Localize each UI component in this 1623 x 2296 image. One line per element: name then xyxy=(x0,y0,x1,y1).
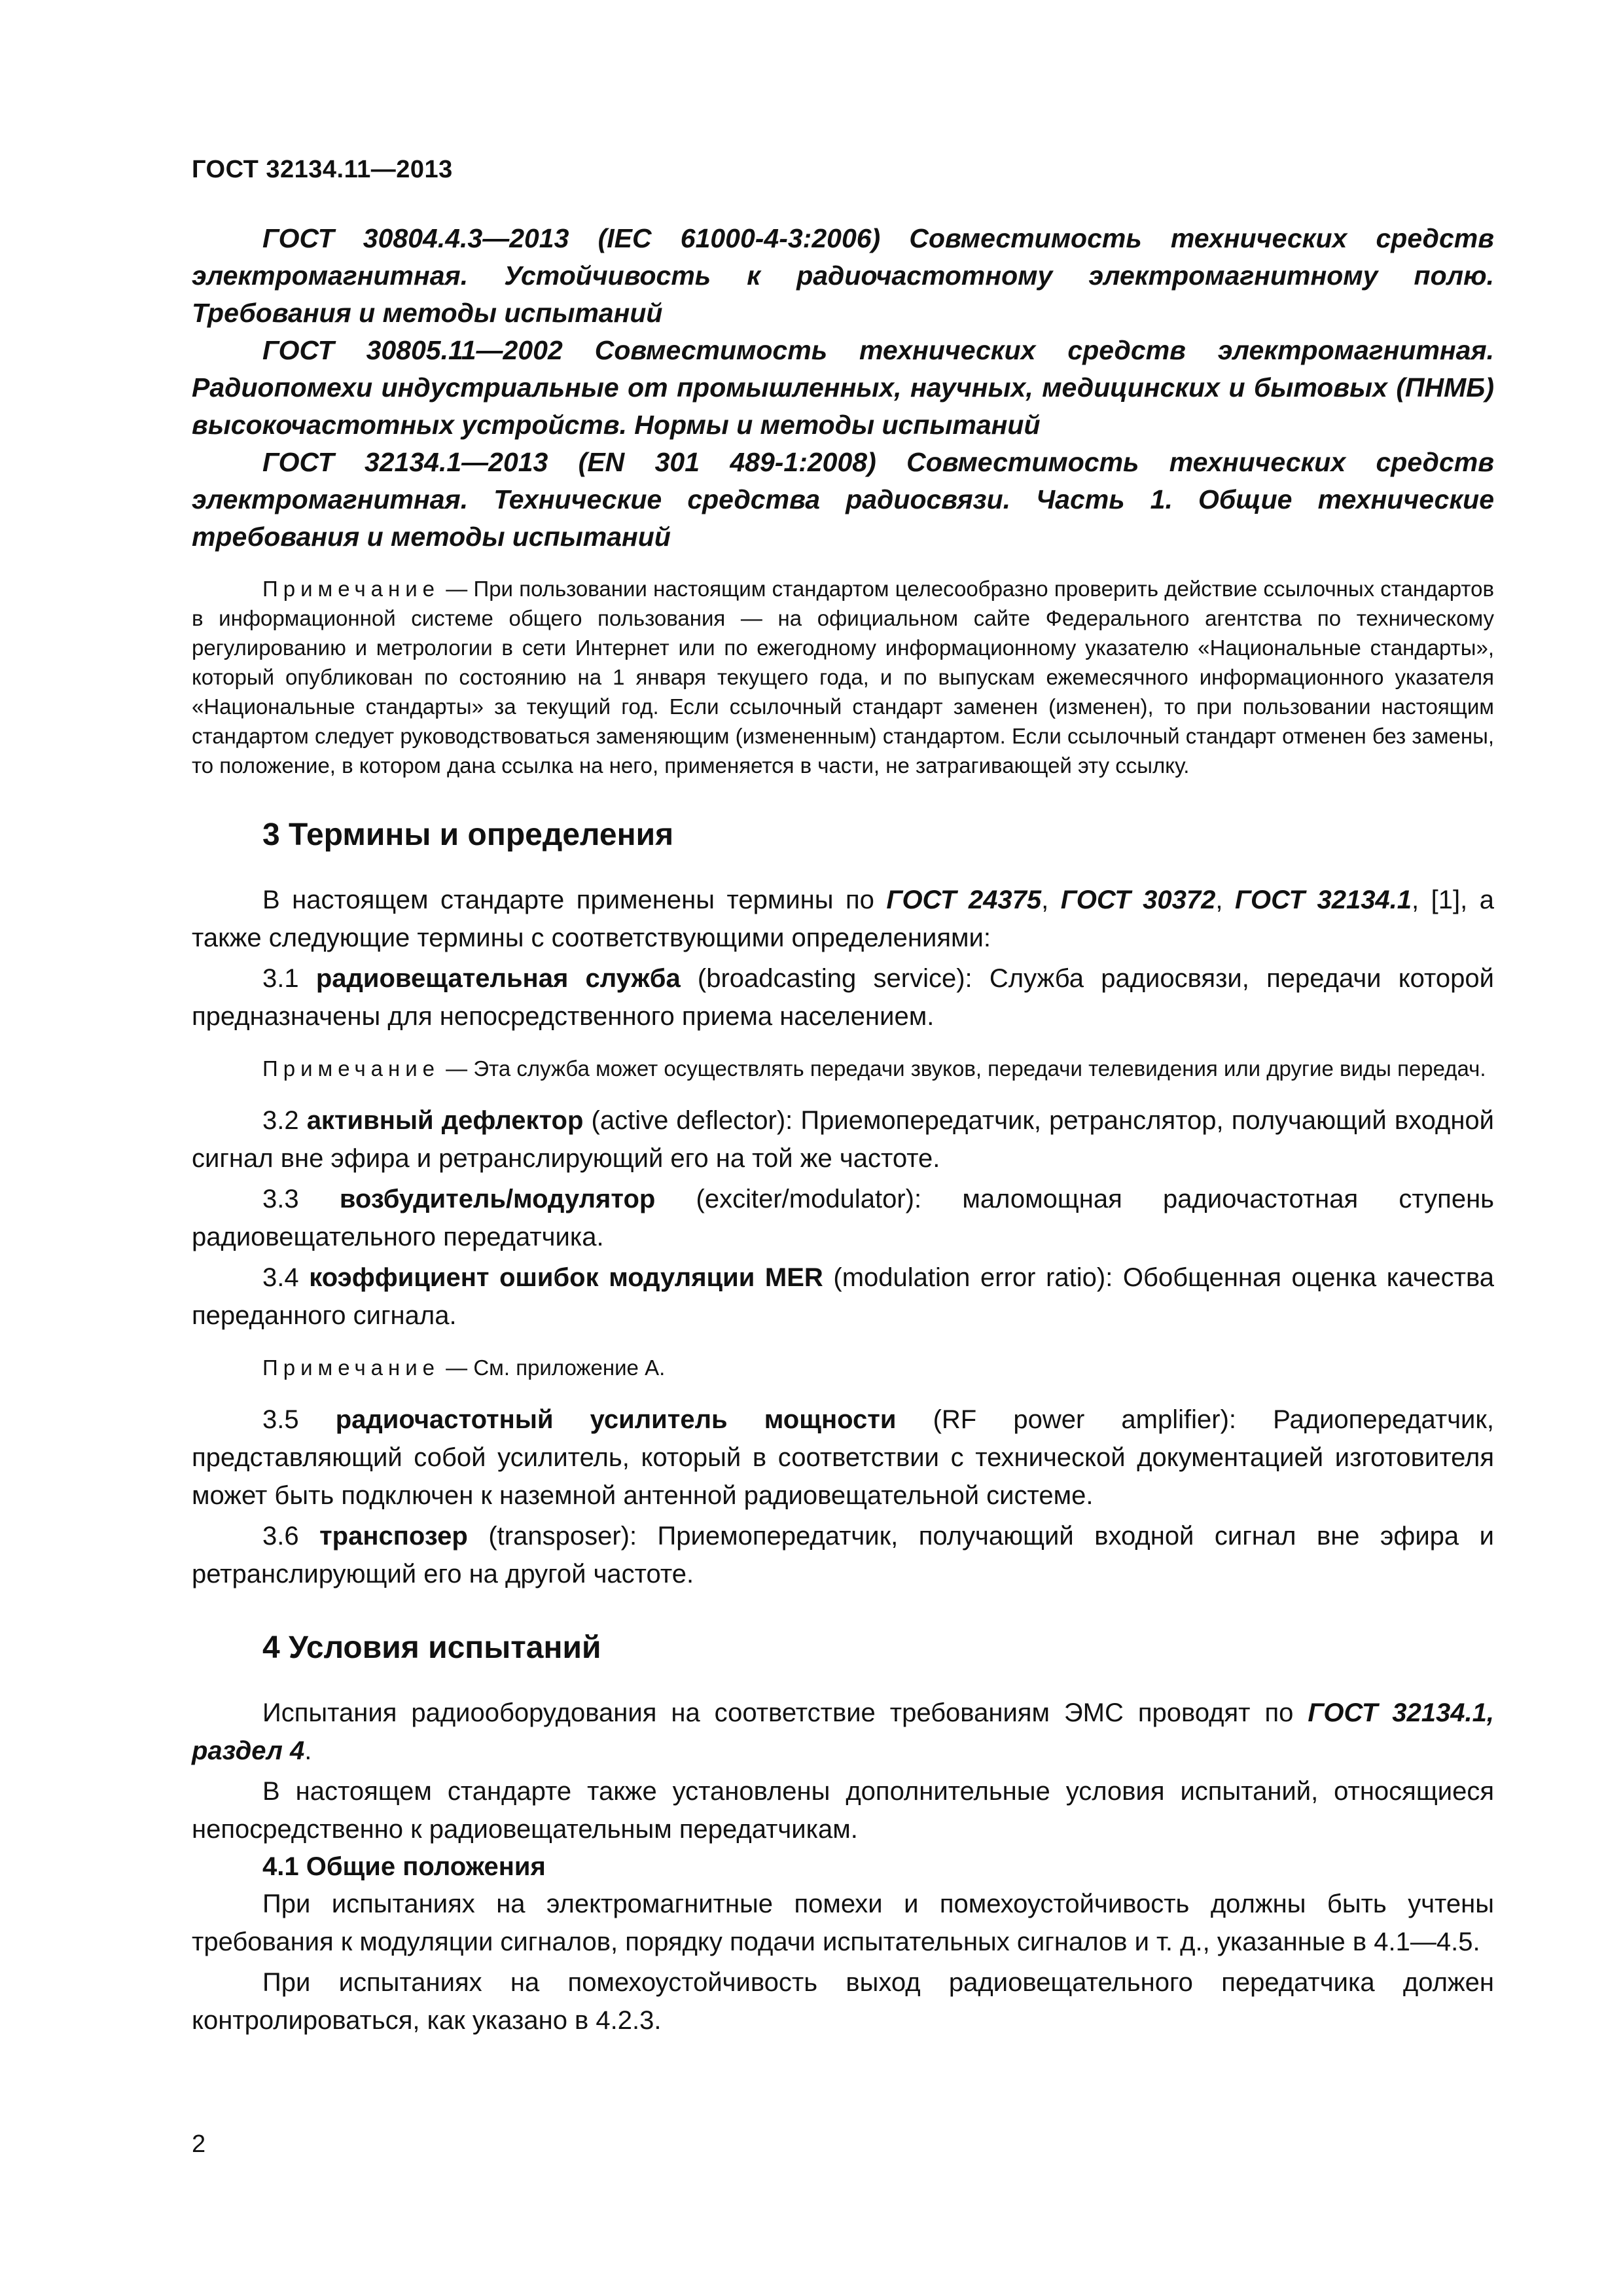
term-name: транспозер xyxy=(319,1522,468,1551)
section-4-1-paragraph-2: При испытаниях на помехоустойчивость выход радиовещательного передатчика должен контролироваться, как указано в 4.2.3. xyxy=(192,1968,1494,2035)
term-name: радиочастотный усилитель мощности xyxy=(335,1405,897,1434)
term-name: коэффициент ошибок модуляции MER xyxy=(309,1263,823,1292)
note-term-3-4: Примечание — См. приложение А. xyxy=(262,1355,666,1380)
term-3-1: 3.1 радиовещательная служба (broadcasting service): Служба радиосвязи, передачи которой предназначены для непосредственного приема населением. xyxy=(192,964,1495,1031)
subsection-4-1-heading: 4.1 Общие положения xyxy=(262,1852,546,1881)
document-header: ГОСТ 32134.11—2013 xyxy=(192,156,453,183)
section-4-heading: 4 Условия испытаний xyxy=(262,1630,601,1665)
section-3-intro: В настоящем стандарте применены термины по ГОСТ 24375, ГОСТ 30372, ГОСТ 32134.1, [1], а также следующие термины с соответствующими определениями: xyxy=(192,886,1494,952)
note-references xyxy=(192,574,1494,780)
term-3-3: 3.3 возбудитель/модулятор (exciter/modulator): маломощная радиочастотная ступень радиовещательного передатчика. xyxy=(192,1185,1495,1251)
reference-entry: ГОСТ 32134.1—2013 (EN 301 489-1:2008) Совместимость технических средств электромагнитная. Технические средства радиосвязи. Часть 1. Общие технические требования и методы испытаний xyxy=(192,447,1494,552)
section-4-paragraph-1: Испытания радиооборудования на соответствие требованиям ЭМС проводят по ГОСТ 32134.1, раздел 4. xyxy=(192,1698,1494,1765)
link-gost-32134-1[interactable]: ГОСТ 32134.1 xyxy=(1235,886,1412,914)
term-name: радиовещательная служба xyxy=(315,964,681,993)
section-3-heading: 3 Термины и определения xyxy=(262,817,674,852)
link-gost-24375[interactable]: ГОСТ 24375 xyxy=(886,886,1042,914)
document-body xyxy=(192,220,1494,2039)
note-lead: Примечание xyxy=(262,577,440,601)
term-3-6: 3.6 транспозер (transposer): Приемопередатчик, получающий входной сигнал вне эфира и ретранслирующий его на другой частоте. xyxy=(192,1522,1494,1588)
term-3-2: 3.2 активный дефлектор (active deflector): Приемопередатчик, ретранслятор, получающий входной сигнал вне эфира и ретранслирующий его на той же частоте. xyxy=(192,1106,1495,1173)
term-name: возбудитель/модулятор xyxy=(339,1185,656,1213)
section-4-1-paragraph-1: При испытаниях на электромагнитные помехи и помехоустойчивость должны быть учтены требования к модуляции сигналов, порядку подачи испытательных сигналов и т. д., указанные в 4.1—4.5. xyxy=(192,1890,1494,1956)
reference-entry: ГОСТ 30804.4.3—2013 (IEC 61000-4-3:2006) Совместимость технических средств электромагнитная. Устойчивость к радиочастотному электромагнитному полю. Требования и методы испытаний xyxy=(192,223,1494,328)
term-3-4: 3.4 коэффициент ошибок модуляции MER (modulation error ratio): Обобщенная оценка качества переданного сигнала. xyxy=(192,1263,1494,1330)
section-4-paragraph-2: В настоящем стандарте также установлены дополнительные условия испытаний, относящиеся непосредственно к радиовещательным передатчикам. xyxy=(192,1777,1494,1844)
link-gost-32134-1-section-4[interactable]: ГОСТ 32134.1, раздел 4 xyxy=(192,1698,1494,1765)
reference-entry: ГОСТ 30805.11—2002 Совместимость технических средств электромагнитная. Радиопомехи индустриальные от промышленных, научных, медицинских и бытовых (ПНМБ) высокочастотных устройств. Нормы и методы испытаний xyxy=(192,335,1494,440)
page-number: 2 xyxy=(192,2130,206,2158)
term-name: активный дефлектор xyxy=(306,1106,584,1135)
note-term-3-1: Примечание — Эта служба может осуществлять передачи звуков, передачи телевидения или другие виды передач. xyxy=(262,1056,1486,1081)
term-3-5: 3.5 радиочастотный усилитель мощности (RF power amplifier): Радиопередатчик, представляющий собой усилитель, который в соответствии с технической документацией изготовителя может быть подключен к наземной антенной радиовещательной системе. xyxy=(192,1405,1495,1510)
note-text: — При пользовании настоящим стандартом целесообразно проверить действие ссылочных стандартов в информационной системе общего пользования — на официальном сайте Федерального агентства по техническому регулированию и метрологии в сети Интернет или по ежегодному информационному указателю «Национальные стандарты», который опубликован по состоянию на 1 января текущего года, и по выпускам ежемесячного информационного указателя «Национальные стандарты» за текущий год. Если ссылочный стандарт заменен (изменен), то при пользовании настоящим стандартом следует руководствоваться заменяющим (измененным) стандартом. Если ссылочный стандарт отменен без замены, то положение, в котором дана ссылка на него, применяется в части, не затрагивающей эту ссылку. xyxy=(192,577,1494,778)
link-gost-30372[interactable]: ГОСТ 30372 xyxy=(1060,886,1216,914)
